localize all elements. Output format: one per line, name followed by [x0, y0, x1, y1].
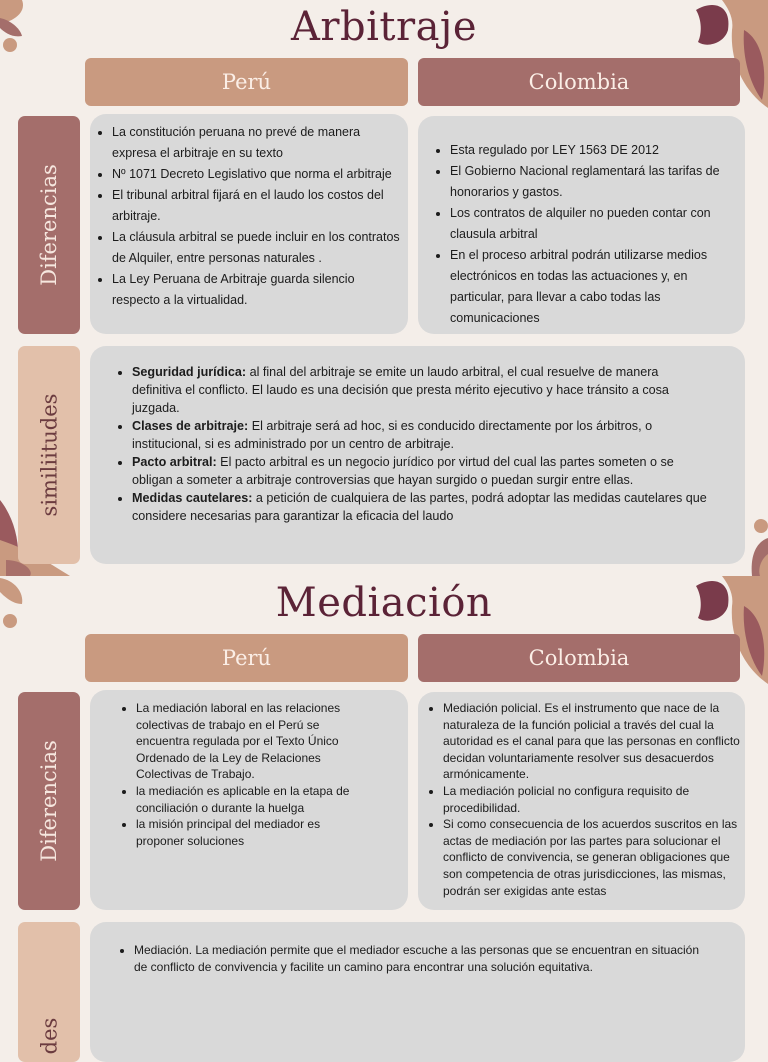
list-item: • Nº 1071 Decreto Legislativo que norma el arbitraje [112, 164, 404, 185]
arbitraje-colombia-header [418, 58, 740, 106]
mediacion-similitudes-label: des [18, 922, 80, 1062]
mediacion-title: Mediación [275, 580, 493, 626]
list-item: • Los contratos de alquiler no pueden contar con clausula arbitral [450, 203, 737, 245]
arbitraje-similitudes-panel [90, 346, 745, 564]
arbitraje-peru-panel [90, 114, 408, 334]
header-label: Perú [221, 646, 272, 670]
arbitraje-diferencias-label: Diferencias [18, 116, 80, 334]
list-item: • Pacto arbitral: El pacto arbitral es un negocio jurídico por virtud del cual las partes someten o se obligan a someter a arbitraje controversias que hayan surgido o puedan surgir entre ellas. [132, 453, 707, 489]
arbitraje-colombia-panel [418, 116, 745, 334]
header-label: Colombia [528, 646, 630, 670]
header-label: Colombia [528, 70, 630, 94]
list-item: • Mediación policial. Es el instrumento que nace de la naturaleza de la función policial a través del cual la autoridad es el canal para que las personas en conflicto decidan voluntariamente resolver sus desacuerdos armónicamente. [443, 700, 741, 783]
mediacion-colombia-panel [418, 692, 745, 910]
term: Clases de arbitraje: [132, 419, 249, 433]
list-item: • Esta regulado por LEY 1563 DE 2012 [450, 140, 737, 161]
mediacion-similitudes-panel [90, 922, 745, 1062]
list-item: • la mediación es aplicable en la etapa de conciliación o durante la huelga [136, 783, 358, 816]
list-item: • Mediación. La mediación permite que el mediador escuche a las personas que se encuentran en situación de conflicto de convivencia y facilite un camino para encontrar una solución equitativa. [134, 942, 705, 975]
list-item: • En el proceso arbitral podrán utilizarse medios electrónicos en todas las actuaciones y, en particular, para llevar a cabo todas las comunicaciones [450, 245, 737, 329]
list-item: • La constitución peruana no prevé de manera expresa el arbitraje en su texto [112, 122, 404, 164]
list-item: • El tribunal arbitral fijará en el laudo los costos del arbitraje. [112, 185, 404, 227]
leaf-decoration-mid-right [744, 516, 768, 576]
mediacion-diferencias-label: Diferencias [18, 692, 80, 910]
arbitraje-title: Arbitraje [290, 4, 478, 50]
list-item: • la misión principal del mediador es proponer soluciones [136, 816, 358, 849]
arbitraje-similitudes-label: similiitudes [18, 346, 80, 564]
list-item: • La Ley Peruana de Arbitraje guarda silencio respecto a la virtualidad. [112, 269, 404, 311]
list-item: • La cláusula arbitral se puede incluir en los contratos de Alquiler, entre personas naturales . [112, 227, 404, 269]
list-item: • El Gobierno Nacional reglamentará las tarifas de honorarios y gastos. [450, 161, 737, 203]
list-item: • La mediación policial no configura requisito de procedibilidad. [443, 783, 741, 816]
arbitraje-peru-header [85, 58, 408, 106]
list-item: • Si como consecuencia de los acuerdos suscritos en las actas de mediación por las partes para solucionar el conflicto de convivencia, se generan obligaciones que son competencia de otras jurisdicciones, las mismas, podrán ser exigidas ante estas [443, 816, 741, 899]
list-item: • Medidas cautelares: a petición de cualquiera de las partes, podrá adoptar las medidas cautelares que considere necesarias para garantizar la eficacia del laudo [132, 489, 707, 525]
list-item: • Clases de arbitraje: El arbitraje será ad hoc, si es conducido directamente por los árbitros, o institucional, si es administrado por un centro de arbitraje. [132, 417, 707, 453]
list-item: • Seguridad jurídica: al final del arbitraje se emite un laudo arbitral, el cual resuelve de manera definitiva el conflicto. El laudo es una decisión que presta mérito ejecutivo y hace tránsito a cosa juzgada. [132, 363, 707, 417]
header-label: Perú [221, 70, 272, 94]
mediacion-peru-header [85, 634, 408, 682]
term: Medidas cautelares: [132, 491, 253, 505]
term: Seguridad jurídica: [132, 365, 247, 379]
list-item: • La mediación laboral en las relaciones colectivas de trabajo en el Perú se encuentra regulada por el Texto Único Ordenado de la Ley de Relaciones Colectivas de Trabajo. [136, 700, 358, 783]
mediacion-peru-panel [90, 690, 408, 910]
mediacion-colombia-header [418, 634, 740, 682]
term: Pacto arbitral: [132, 455, 217, 469]
